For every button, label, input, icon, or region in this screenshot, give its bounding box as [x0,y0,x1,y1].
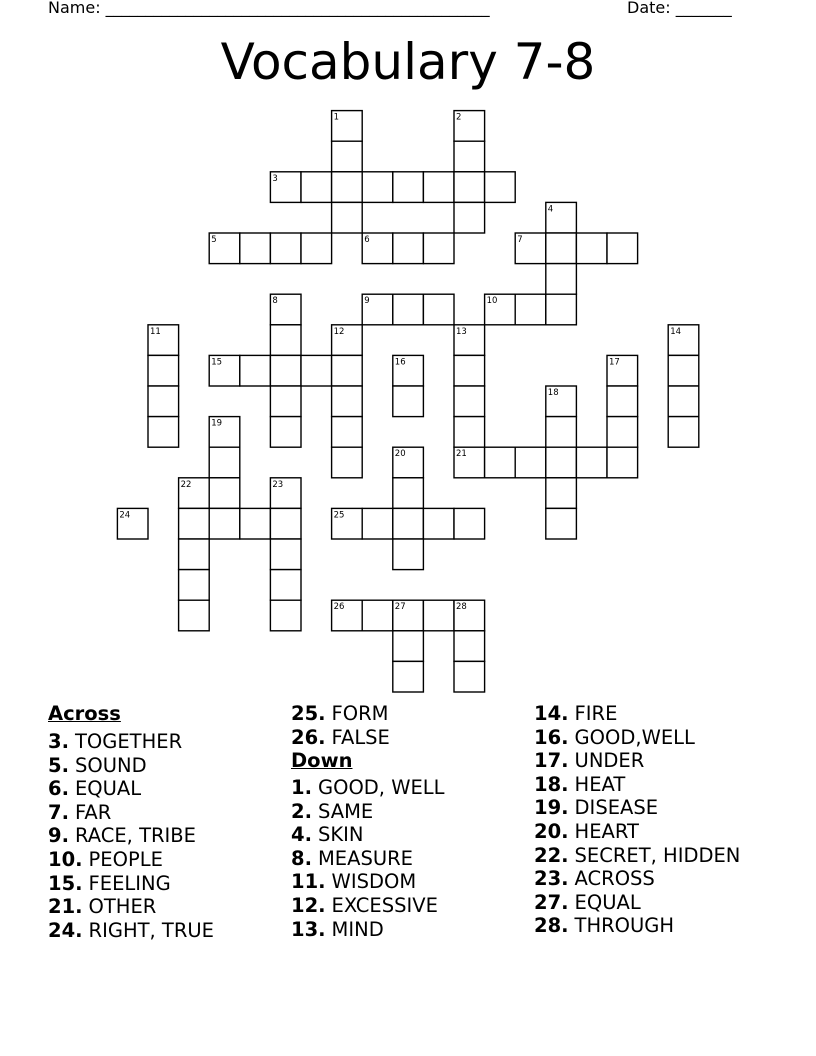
clue-item [291,847,413,871]
down-heading: Down [291,749,353,772]
grid-cell[interactable] [485,172,516,203]
cell-number: 19 [211,418,223,429]
clue-text: UNDER [574,749,645,773]
cell-number: 22 [180,479,192,490]
grid-cell[interactable] [148,386,179,417]
cell-number: 20 [394,449,406,460]
cell-number: 15 [211,357,223,368]
grid-cell[interactable] [607,417,638,448]
grid-cell[interactable] [240,355,271,386]
clue-item [48,872,171,896]
grid-cell[interactable] [546,233,577,264]
grid-cell[interactable] [454,417,485,448]
clue-text: SOUND [74,753,147,777]
clue-item [534,702,617,726]
grid-cell[interactable] [332,202,363,233]
grid-cell[interactable] [209,447,240,478]
clue-item [291,726,390,750]
clue-number: 5. [48,753,69,777]
clue-text: RIGHT, TRUE [88,918,214,942]
name-field-label: Name: ________________________________________________ [48,0,490,17]
grid-cell[interactable] [179,539,210,570]
grid-cell[interactable] [668,355,699,386]
cell-number: 10 [486,296,498,307]
clue-item [48,754,147,778]
cell-number: 7 [517,235,523,245]
grid-cell[interactable] [546,417,577,448]
grid-cell[interactable] [454,202,485,233]
clue-item [48,848,163,872]
grid-cell[interactable] [546,478,577,509]
grid-cell[interactable] [423,294,454,325]
grid-cell[interactable] [270,539,301,570]
cell-number: 28 [456,602,467,613]
grid-cell[interactable] [209,508,240,539]
clue-number: 21. [48,895,83,919]
clue-number: 20. [534,820,569,843]
grid-cell[interactable] [668,386,699,417]
grid-cell[interactable] [576,447,607,478]
clue-number: 28. [534,914,569,938]
clue-text: MEASURE [317,846,413,870]
grid-cell[interactable] [393,294,424,325]
cell-number: 16 [394,357,406,368]
grid-cell[interactable] [270,417,301,448]
clue-item [48,824,196,848]
clue-text: FIRE [574,702,618,725]
cell-number: 5 [211,235,217,245]
clue-text: THROUGH [574,914,675,938]
grid-cell[interactable] [454,141,485,172]
cell-number: 11 [150,326,161,337]
grid-cell[interactable] [668,417,699,448]
cell-number: 27 [394,602,406,613]
grid-cell[interactable] [485,447,516,478]
cell-number: 18 [547,388,559,398]
clue-item [534,796,658,820]
clue-number: 8. [291,846,312,870]
grid-cell[interactable] [179,600,210,631]
grid-cell[interactable] [393,661,424,692]
clue-number: 10. [48,848,83,871]
clue-number: 2. [291,799,312,823]
grid-cell[interactable] [332,417,363,448]
page-title: Vocabulary 7-8 [220,33,596,91]
clue-item [534,844,740,868]
clue-item [48,801,111,825]
grid-cell[interactable] [270,508,301,539]
clue-text: GOOD, WELL [317,776,445,799]
grid-cell[interactable] [362,508,393,539]
clue-number: 22. [534,843,569,867]
cell-number: 23 [272,479,284,490]
cell-number: 3 [272,173,278,184]
clue-item [48,895,156,919]
cell-number: 26 [333,602,345,613]
clue-number: 17. [534,749,569,773]
grid-cell[interactable] [301,233,332,264]
grid-cell[interactable] [423,600,454,631]
grid-cell[interactable] [546,264,577,295]
grid-cell[interactable] [393,233,424,264]
grid-cell[interactable] [270,386,301,417]
cell-number: 2 [456,112,462,123]
cell-number: 8 [272,296,278,307]
grid-cell[interactable] [515,294,546,325]
clue-number: 1. [291,776,312,799]
clue-text: PEOPLE [88,848,163,871]
grid-cell[interactable] [393,508,424,539]
date-field-label: Date: _______ [627,0,732,17]
clue-text: HEART [574,820,639,843]
grid-cell[interactable] [362,600,393,631]
clue-text: ACROSS [574,867,655,891]
clue-text: HEAT [574,772,626,796]
grid-cell[interactable] [301,172,332,203]
grid-cell[interactable] [270,325,301,356]
clue-item [534,749,644,773]
clue-text: EQUAL [574,890,641,914]
clue-text: OTHER [88,895,157,919]
clue-number: 18. [534,772,569,796]
grid-cell[interactable] [454,661,485,692]
clue-text: SAME [317,799,374,823]
grid-cell[interactable] [393,172,424,203]
clue-number: 26. [291,725,326,749]
clue-number: 12. [291,894,326,917]
clue-item [291,918,384,942]
grid-cell[interactable] [209,478,240,509]
cell-number: 4 [547,204,554,215]
clue-item [291,894,438,918]
clue-item [534,820,639,844]
clue-number: 16. [534,725,569,749]
grid-cell[interactable] [240,233,271,264]
grid-cell[interactable] [148,417,179,448]
clue-number: 14. [534,702,569,725]
clue-item [291,702,389,726]
grid-cell[interactable] [270,600,301,631]
clue-number: 13. [291,917,326,941]
clue-text: FAR [74,800,112,824]
clue-text: FALSE [331,725,390,749]
clue-text: RACE, TRIBE [74,824,196,848]
grid-cell[interactable] [270,233,301,264]
clue-text: TOGETHER [74,730,183,753]
grid-cell[interactable] [270,355,301,386]
clue-text: WISDOM [331,870,417,894]
clue-number: 23. [534,867,569,891]
clue-item [48,730,182,754]
grid-cell[interactable] [332,447,363,478]
grid-cell[interactable] [454,631,485,662]
clue-number: 24. [48,918,83,942]
clue-number: 9. [48,824,69,848]
grid-cell[interactable] [148,355,179,386]
clue-text: DISEASE [574,796,659,820]
grid-cell[interactable] [393,386,424,417]
cell-number: 12 [333,326,345,337]
grid-cell[interactable] [515,447,546,478]
clue-item [534,773,625,797]
cell-number: 14 [670,326,682,337]
clue-number: 4. [291,823,312,847]
clue-number: 6. [48,777,69,801]
grid-cell[interactable] [393,478,424,509]
clue-item [534,914,674,938]
grid-cell[interactable] [576,233,607,264]
grid-cell[interactable] [240,508,271,539]
grid-cell[interactable] [362,172,393,203]
grid-cell[interactable] [546,294,577,325]
grid-cell[interactable] [607,386,638,417]
clue-text: EQUAL [74,777,142,801]
grid-cell[interactable] [301,355,332,386]
grid-cell[interactable] [179,570,210,601]
clue-item [534,726,695,750]
clue-text: SECRET, HIDDEN [574,843,741,867]
grid-cell[interactable] [546,508,577,539]
grid-cell[interactable] [393,539,424,570]
grid-cell[interactable] [423,508,454,539]
clue-text: MIND [331,917,384,941]
grid-cell[interactable] [546,447,577,478]
grid-cell[interactable] [270,570,301,601]
clue-item [291,870,416,894]
clue-item [48,777,141,801]
cell-number: 17 [609,357,620,368]
grid-cell[interactable] [332,386,363,417]
clue-text: FORM [331,702,389,725]
grid-cell[interactable] [423,172,454,203]
grid-cell[interactable] [454,355,485,386]
clue-item [48,919,214,943]
grid-cell[interactable] [454,172,485,203]
clue-item [534,891,641,915]
grid-cell[interactable] [332,141,363,172]
clue-item [291,823,364,847]
grid-cell[interactable] [607,447,638,478]
cell-number: 6 [364,235,370,245]
clue-number: 27. [534,890,569,914]
clue-item [291,776,445,800]
grid-cell[interactable] [332,355,363,386]
cell-number: 13 [456,326,467,337]
grid-cell[interactable] [332,172,363,203]
grid-cell[interactable] [179,508,210,539]
clue-number: 3. [48,730,69,753]
grid-cell[interactable] [607,233,638,264]
clue-number: 11. [291,870,326,894]
cell-number: 21 [456,449,467,460]
clue-number: 25. [291,702,326,725]
clue-item [534,867,655,891]
clue-number: 7. [48,800,69,824]
across-heading: Across [48,702,121,725]
cell-number: 25 [333,510,345,521]
grid-cell[interactable] [423,233,454,264]
grid-cell[interactable] [454,508,485,539]
cell-number: 24 [119,510,131,521]
clue-item [291,800,373,824]
clue-number: 15. [48,871,83,895]
grid-cell[interactable] [393,631,424,662]
clue-number: 19. [534,796,569,820]
grid-cell[interactable] [454,386,485,417]
clue-text: GOOD,WELL [574,725,695,749]
cell-number: 9 [364,296,370,307]
cell-number: 1 [333,112,340,123]
clue-text: EXCESSIVE [331,894,438,917]
clue-text: SKIN [317,823,364,847]
clue-text: FEELING [88,871,171,895]
